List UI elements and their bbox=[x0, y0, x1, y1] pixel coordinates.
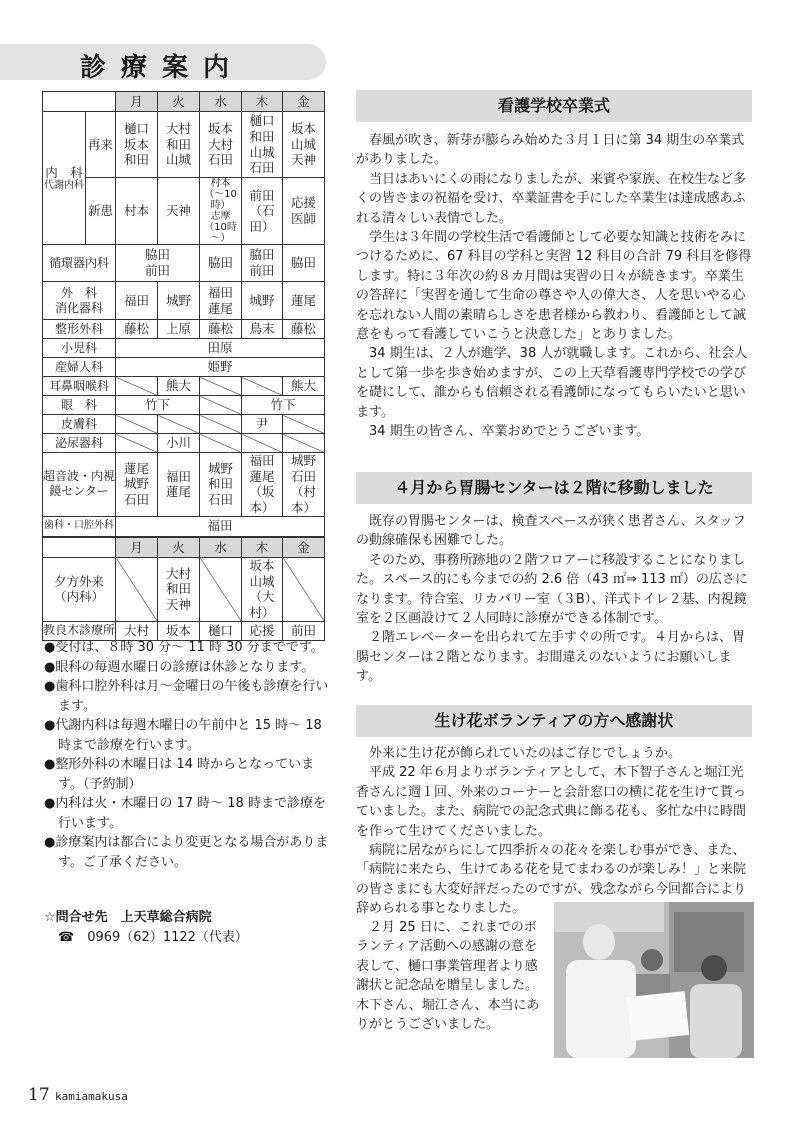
paragraph: 既存の胃腸センターは、検査スペースが狭く患者さん、スタッフの動線確保も困難でした。 bbox=[356, 514, 746, 549]
cell: 坂本 bbox=[158, 621, 200, 640]
naika-sairai-row bbox=[43, 112, 325, 178]
cell: 樋口 坂本 和田 bbox=[116, 112, 158, 178]
cell: 福田 蓮尾 （坂本） bbox=[242, 453, 283, 517]
jibi-row bbox=[43, 377, 325, 396]
day-wed: 水 bbox=[200, 538, 242, 558]
dept-shika: 歯科・口腔外科 bbox=[43, 516, 116, 536]
shika-row bbox=[43, 516, 325, 536]
brand-name: kamiamakusa bbox=[55, 1090, 128, 1103]
note-item: ●歯科口腔外科は月～金曜日の午後も診療を行います。 bbox=[44, 679, 329, 714]
cell bbox=[283, 558, 325, 622]
dept-junkan: 循環器内科 bbox=[43, 245, 116, 282]
award-ceremony-photo bbox=[554, 902, 754, 1058]
cell: 城野 和田 石田 bbox=[200, 453, 242, 517]
dept-jibi: 耳鼻咽喉科 bbox=[43, 377, 116, 396]
cell bbox=[200, 434, 242, 453]
cell: 前田 （石田） bbox=[242, 178, 283, 245]
cell: 脇田 bbox=[200, 245, 242, 282]
article2-heading: ４月から胃腸センターは２階に移動しました bbox=[356, 472, 752, 504]
dept-kyora: 教良木診療所 bbox=[43, 621, 116, 640]
cell: 大村 和田 天神 bbox=[158, 558, 200, 622]
note-item: ●診療案内は都合により変更となる場合があります。ご了承ください。 bbox=[44, 835, 329, 870]
dept-hifu: 皮膚科 bbox=[43, 415, 116, 434]
hinyo-row bbox=[43, 434, 325, 453]
cell bbox=[116, 415, 158, 434]
day-wed: 水 bbox=[200, 92, 242, 112]
naika-shinkan-row bbox=[43, 178, 325, 245]
paragraph: 34 期生は、２人が進学、38 人が就職します。これから、社会人として第一歩を歩き始めますが、この上天草看護専門学校での学びを礎にして、誰からも信頼される看護師になってもらいたいと思います。 bbox=[356, 346, 748, 420]
seikei-row bbox=[43, 320, 325, 339]
article1-heading: 看護学校卒業式 bbox=[356, 90, 752, 122]
cell: 上原 bbox=[158, 320, 200, 339]
shinkan-label: 新患 bbox=[86, 178, 116, 245]
cell: 蓮尾 城野 石田 bbox=[116, 453, 158, 517]
day-thu: 木 bbox=[242, 92, 283, 112]
cell: 天神 bbox=[158, 178, 200, 245]
article3-body-final bbox=[356, 918, 548, 1034]
cell: 竹下 bbox=[242, 396, 325, 415]
cell bbox=[283, 415, 325, 434]
right-column bbox=[342, 0, 800, 1139]
paragraph: 外来に生け花が飾られていたのはご存じでしょうか。 bbox=[369, 746, 682, 761]
cell: 姫野 bbox=[116, 358, 325, 377]
cell bbox=[200, 415, 242, 434]
paragraph: 病院に居ながらにして四季折々の花々を楽しむ事ができ、また、「病院に来たら、生けてある花を見てまわるのが楽しみ！」と来院の皆さまにも大変好評だったのですが、残念ながら今回都合により辞められる事となりました。 bbox=[356, 843, 747, 917]
cell: 福田 bbox=[116, 282, 158, 320]
cell: 福田 蓮尾 bbox=[200, 282, 242, 320]
cell: 蓮尾 bbox=[283, 282, 325, 320]
article3-body bbox=[356, 744, 752, 919]
cell bbox=[200, 558, 242, 622]
contact-phone: ☎ 0969（62）1122（代表） bbox=[58, 930, 248, 945]
paragraph: 34 期生の皆さん、卒業おめでとうございます。 bbox=[369, 424, 650, 440]
cell: 樋口 bbox=[200, 621, 242, 640]
article1-body bbox=[356, 131, 752, 442]
evening-schedule-table bbox=[42, 537, 325, 641]
cell: 脇田 bbox=[283, 245, 325, 282]
paragraph: 当日はあいにくの雨になりましたが、来賓や家族、在校生など多くの皆さまの祝福を受け、卒業証書を手にした卒業生は達成感あふれる清々しい表情でした。 bbox=[356, 171, 747, 226]
page-number: 17 bbox=[28, 1085, 50, 1105]
shoni-row bbox=[43, 339, 325, 358]
day-tue: 火 bbox=[158, 92, 200, 112]
day-fri: 金 bbox=[283, 538, 325, 558]
left-column bbox=[0, 0, 342, 1139]
cell: 大村 bbox=[116, 621, 158, 640]
cell: 脇田 前田 bbox=[116, 245, 200, 282]
cell: 熊大 bbox=[158, 377, 200, 396]
day-tue: 火 bbox=[158, 538, 200, 558]
schedule-table bbox=[42, 91, 325, 537]
paragraph: ２月 25 日に、これまでのボランティア活動への感謝の意を表して、樋口事業管理者より感謝状と記念品を贈呈しました。木下さん、堀江さん、本当にありがとうございました。 bbox=[356, 920, 540, 1033]
cell: 脇田 前田 bbox=[242, 245, 283, 282]
notes-list bbox=[44, 638, 334, 872]
cell: 村本 bbox=[116, 178, 158, 245]
junkan-row bbox=[43, 245, 325, 282]
note-item: ●眼科の毎週水曜日の診療は休診となります。 bbox=[44, 659, 315, 675]
choonpa-row bbox=[43, 453, 325, 517]
hifu-row bbox=[43, 415, 325, 434]
cell: 坂本 山城 （大村） bbox=[242, 558, 283, 622]
cell: 藤松 bbox=[200, 320, 242, 339]
page-footer bbox=[28, 1085, 128, 1105]
note-item: ●受付は、８時 30 分～ 11 時 30 分までです。 bbox=[44, 640, 324, 655]
ganka-row bbox=[43, 396, 325, 415]
geka-row bbox=[43, 282, 325, 320]
photo-illustration bbox=[554, 902, 754, 1058]
cell: 村本 （～10時） 志摩 （10時～） bbox=[200, 178, 242, 245]
page-title: 診療案内 bbox=[80, 53, 245, 83]
cell bbox=[242, 377, 283, 396]
dept-shoni: 小児科 bbox=[43, 339, 116, 358]
article3-heading: 生け花ボランティアの方へ感謝状 bbox=[356, 705, 752, 737]
cell: 熊大 bbox=[283, 377, 325, 396]
cell: 尹 bbox=[242, 415, 283, 434]
day-fri: 金 bbox=[283, 92, 325, 112]
day-header-row bbox=[43, 538, 325, 558]
cell: 藤松 bbox=[116, 320, 158, 339]
cell: 坂本 大村 石田 bbox=[200, 112, 242, 178]
contact-block bbox=[44, 908, 248, 948]
dept-seikei: 整形外科 bbox=[43, 320, 116, 339]
dept-sanfu: 産婦人科 bbox=[43, 358, 116, 377]
cell: 小川 bbox=[158, 434, 200, 453]
page-title-banner bbox=[0, 44, 326, 83]
paragraph: 平成 22 年６月よりボランティアとして、木下智子さんと堀江光香さんに週１回、外来のコーナーと会計窓口の横に花を生けて貰っていました。また、病院での記念式典に飾る花も、多忙な中に時間を作って生けてくださいました。 bbox=[356, 765, 747, 839]
paragraph: そのため、事務所跡地の２階フロアーに移設することになりました。スペース的にも今までの約 2.6 倍（43 ㎡⇒ 113 ㎡）の広さになります。待合室、リカバリー室（３B）、洋式トイレ２基、内視鏡室を２区画設けて２人同時に診療ができる体制です。 bbox=[356, 552, 748, 627]
cell: 鳥末 bbox=[242, 320, 283, 339]
cell: 福田 蓮尾 bbox=[158, 453, 200, 517]
contact-title: ☆問合せ先 上天草総合病院 bbox=[44, 910, 212, 925]
cell: 田原 bbox=[116, 339, 325, 358]
cell bbox=[116, 434, 158, 453]
cell: 城野 石田 （村本） bbox=[283, 453, 325, 517]
cell: 福田 bbox=[116, 516, 325, 536]
day-mon: 月 bbox=[116, 92, 158, 112]
paragraph: 春風が吹き、新芽が膨らみ始めた３月１日に第 34 期生の卒業式がありました。 bbox=[356, 133, 745, 168]
saikai-label: 再来 bbox=[86, 112, 116, 178]
day-mon: 月 bbox=[116, 538, 158, 558]
article2-body bbox=[356, 512, 752, 687]
cell: 城野 bbox=[158, 282, 200, 320]
cell bbox=[158, 415, 200, 434]
day-thu: 木 bbox=[242, 538, 283, 558]
sanfu-row bbox=[43, 358, 325, 377]
cell: 前田 bbox=[283, 621, 325, 640]
cell bbox=[283, 434, 325, 453]
paragraph: 学生は３年間の学校生活で看護師として必要な知識と技術をみにつけるために、67 科目の学科と実習 12 科目の合計 79 科目を修得します。特に３年次の約８カ月間は実習の日々が続きます。卒業生の答辞に「実習を通して生命の尊さや人の偉大さ、人を思いやる心を忘れない人間の素晴らしさを患者様から教わり、看護師として誠意をもって看護していこうと決意した」とありました。 bbox=[356, 230, 752, 343]
note-item: ●整形外科の木曜日は 14 時からとなっています。（予約制） bbox=[44, 757, 315, 792]
cell bbox=[116, 377, 158, 396]
cell: 藤松 bbox=[283, 320, 325, 339]
dept-geka: 外 科 消化器科 bbox=[43, 282, 116, 320]
note-item: ●内科は火・木曜日の 17 時～ 18 時まで診療を行います。 bbox=[44, 796, 326, 831]
cell bbox=[116, 558, 158, 622]
dept-ganka: 眼 科 bbox=[43, 396, 116, 415]
note-item: ●代謝内科は毎週木曜日の午前中と 15 時～ 18 時まで診療を行います。 bbox=[44, 718, 322, 753]
day-header-row bbox=[43, 92, 325, 112]
dept-choonpa: 超音波・内視 鏡センター bbox=[43, 453, 116, 517]
cell: 大村 和田 山城 bbox=[158, 112, 200, 178]
cell: 坂本 山城 天神 bbox=[283, 112, 325, 178]
dept-naika: 内 科 代謝内科 bbox=[43, 112, 86, 245]
cell: 竹下 bbox=[116, 396, 200, 415]
cell: 応援 医師 bbox=[283, 178, 325, 245]
cell: 城野 bbox=[242, 282, 283, 320]
paragraph: ２階エレベーターを出られて左手すぐの所です。４月からは、胃腸センターは２階となります。お間違えのないようにお願いします。 bbox=[356, 630, 745, 685]
cell bbox=[200, 377, 242, 396]
yugata-row bbox=[43, 558, 325, 622]
cell: 応援 bbox=[242, 621, 283, 640]
cell bbox=[242, 434, 283, 453]
cell bbox=[200, 396, 242, 415]
cell: 樋口 和田 山城 石田 bbox=[242, 112, 283, 178]
dept-hinyo: 泌尿器科 bbox=[43, 434, 116, 453]
dept-yugata: 夕方外来 （内科） bbox=[43, 558, 116, 622]
